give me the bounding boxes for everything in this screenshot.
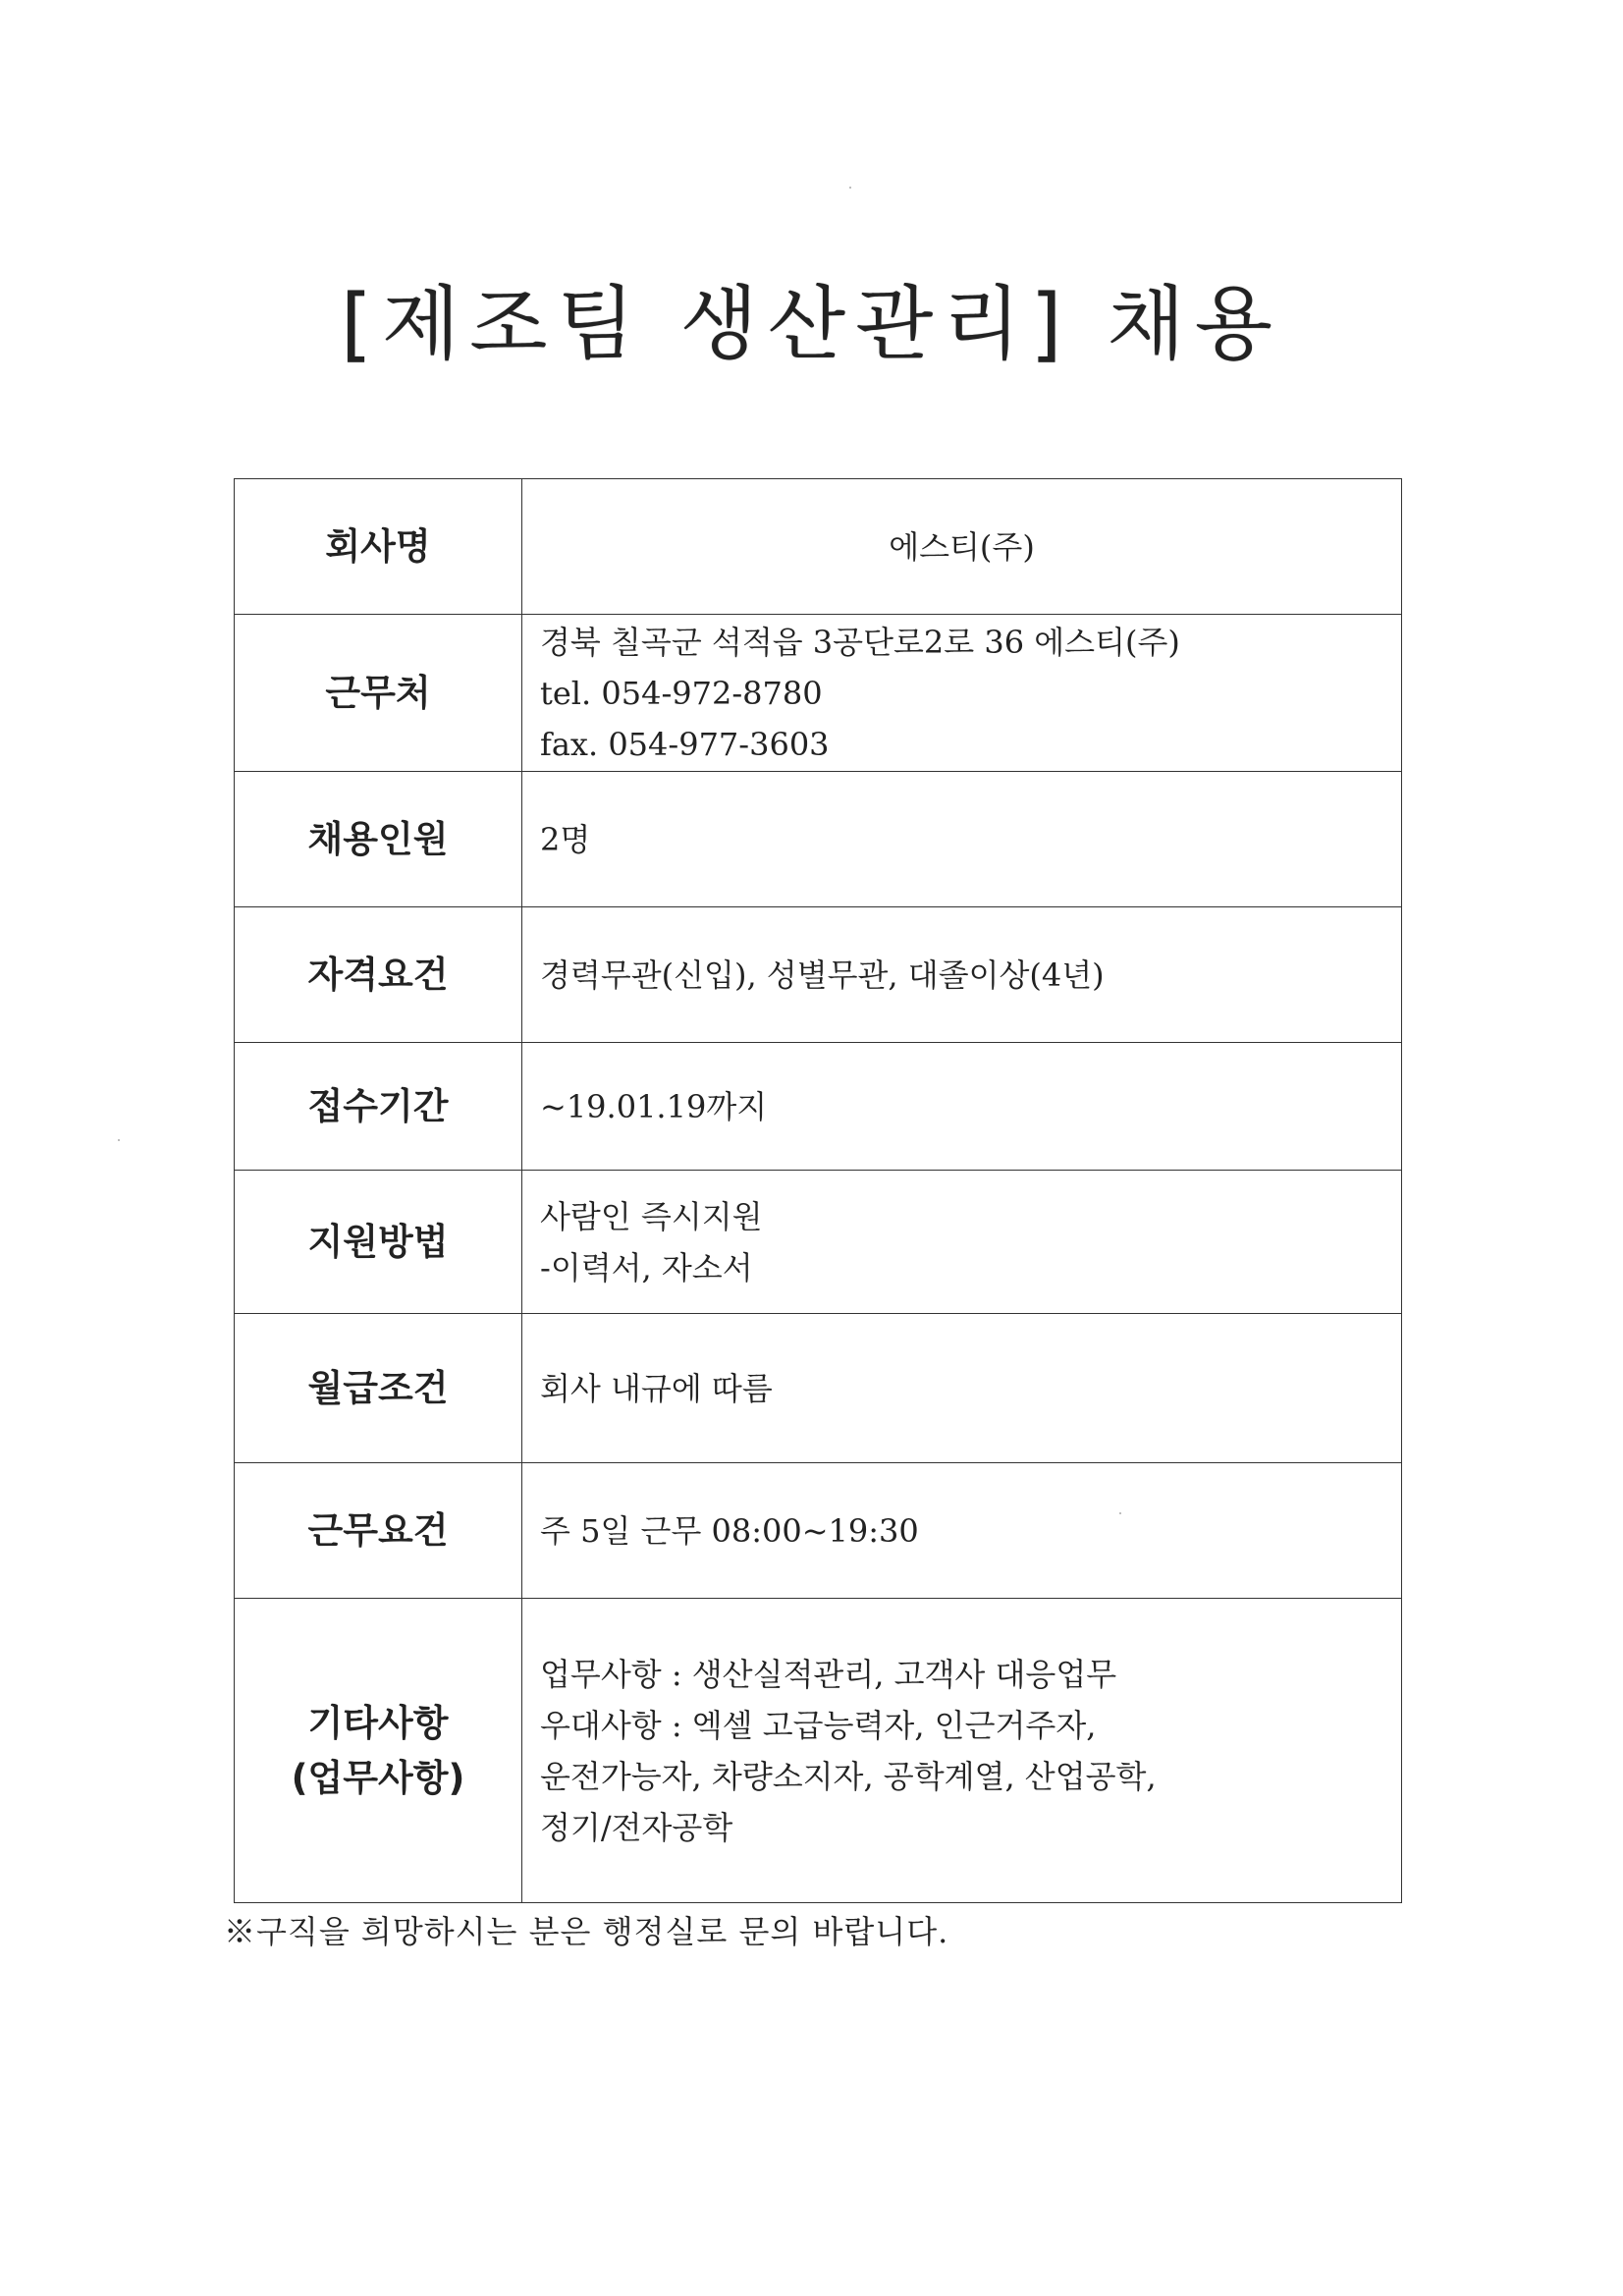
label-company-name: 회사명	[235, 479, 522, 615]
value-headcount	[522, 772, 1402, 907]
other-notes-line-4: 정기/전자공학	[540, 1808, 733, 1846]
application-period-text: ~19.01.19까지	[540, 1087, 768, 1125]
value-salary	[522, 1314, 1402, 1463]
recruitment-info-table	[234, 478, 1402, 1903]
application-method-line-1: 사람인 즉시지원	[540, 1197, 763, 1235]
table-row-work-conditions	[235, 1463, 1402, 1599]
value-application-period	[522, 1043, 1402, 1171]
other-notes-line-2: 우대사항 : 엑셀 고급능력자, 인근거주자,	[540, 1706, 1097, 1744]
label-application-period: 접수기간	[235, 1043, 522, 1171]
label-workplace: 근무처	[235, 615, 522, 772]
work-conditions-text: 주 5일 근무 08:00~19:30	[540, 1511, 919, 1550]
other-notes-line-3: 운전가능자, 차량소지자, 공학계열, 산업공학,	[540, 1757, 1157, 1795]
value-work-conditions	[522, 1463, 1402, 1599]
table-row-application-method	[235, 1171, 1402, 1314]
other-notes-label-line-2: (업무사항)	[291, 1756, 465, 1799]
headcount-text: 2명	[540, 820, 591, 858]
table-row-headcount	[235, 772, 1402, 907]
label-salary: 월급조건	[235, 1314, 522, 1463]
table-row-salary	[235, 1314, 1402, 1463]
label-headcount: 채용인원	[235, 772, 522, 907]
table-row-workplace	[235, 615, 1402, 772]
label-qualifications: 자격요건	[235, 907, 522, 1043]
workplace-tel: tel. 054-972-8780	[540, 674, 823, 712]
scan-speck	[1119, 1512, 1121, 1514]
other-notes-label-line-1: 기타사항	[307, 1701, 449, 1744]
value-qualifications	[522, 907, 1402, 1043]
page-title: [제조팀 생산관리] 채용	[340, 278, 1283, 371]
value-company-name	[522, 479, 1402, 615]
workplace-address: 경북 칠곡군 석적읍 3공단로2로 36 에스티(주)	[540, 623, 1180, 661]
application-method-line-2: -이력서, 자소서	[540, 1248, 753, 1286]
company-name-text: 에스티(주)	[889, 527, 1035, 566]
other-notes-line-1: 업무사항 : 생산실적관리, 고객사 대응업무	[540, 1655, 1117, 1693]
salary-text: 회사 내규에 따름	[540, 1369, 773, 1407]
table-row-qualifications	[235, 907, 1402, 1043]
value-application-method	[522, 1171, 1402, 1314]
value-workplace	[522, 615, 1402, 772]
table-row-other-notes	[235, 1599, 1402, 1903]
scan-speck	[849, 187, 851, 189]
footnote: ※구직을 희망하시는 분은 행정실로 문의 바랍니다.	[224, 1913, 949, 1950]
value-other-notes	[522, 1599, 1402, 1903]
table-row-application-period	[235, 1043, 1402, 1171]
label-other-notes	[235, 1599, 522, 1903]
qualifications-text: 경력무관(신입), 성별무관, 대졸이상(4년)	[540, 956, 1105, 994]
workplace-fax: fax. 054-977-3603	[540, 725, 830, 763]
table-row-company	[235, 479, 1402, 615]
label-work-conditions: 근무요건	[235, 1463, 522, 1599]
label-application-method: 지원방법	[235, 1171, 522, 1314]
scan-speck	[118, 1139, 120, 1141]
